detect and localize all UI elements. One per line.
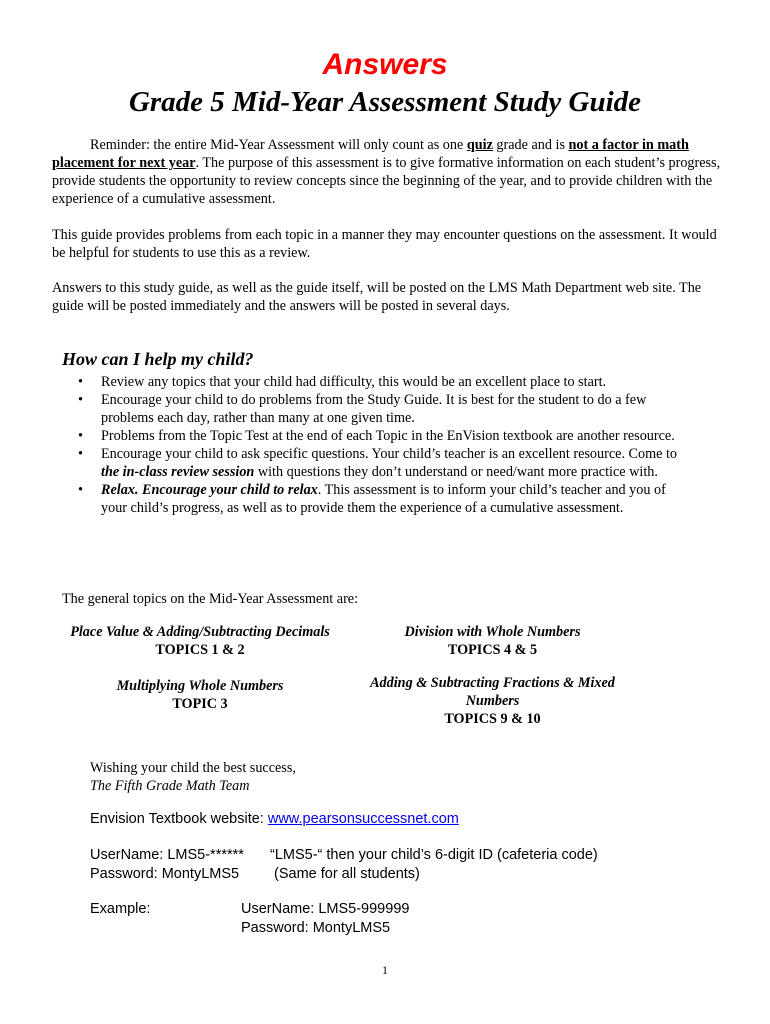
bullet-text: Problems from the Topic Test at the end of each Topic in the EnVision textbook are another resource.	[101, 428, 675, 444]
bullet-icon: •	[78, 482, 83, 498]
bullet-text: Review any topics that your child had difficulty, this would be an excellent place to start.	[101, 374, 607, 390]
page-title: Grade 5 Mid-Year Assessment Study Guide	[128, 86, 642, 118]
topic-multiplying	[40, 677, 360, 713]
list-item	[62, 391, 692, 427]
not-a-factor-emphasis: not a factor in math placement for next year	[52, 137, 689, 171]
answers-paragraph: Answers to this study guide, as well as the guide itself, will be posted on the LMS Math Department web site. The guide will be posted immediately and the answers will be posted in several days.	[52, 280, 702, 314]
envision-link[interactable]: www.pearsonsuccessnet.com	[267, 811, 459, 827]
topic-name: Place Value & Adding/Subtracting Decimals	[70, 624, 330, 640]
general-topics-intro: The general topics on the Mid-Year Assessment are:	[62, 591, 359, 607]
closing-wish: Wishing your child the best success,	[90, 760, 296, 776]
list-item	[62, 481, 692, 517]
quiz-emphasis: quiz	[466, 137, 493, 153]
help-heading: How can I help my child?	[62, 349, 254, 369]
review-session-emphasis: the in-class review session	[101, 464, 255, 480]
topic-name: Adding & Subtracting Fractions & Mixed	[370, 675, 615, 691]
bullet-icon: •	[78, 392, 83, 408]
guide-paragraph: This guide provides problems from each topic in a manner they may encounter questions on the assessment. It would be helpful for students to use this as a review.	[52, 227, 717, 261]
closing	[90, 759, 296, 795]
closing-signature: The Fifth Grade Math Team	[90, 778, 250, 794]
list-item	[62, 373, 692, 391]
topic-division	[350, 623, 635, 659]
username-label: UserName: LMS5-******	[90, 847, 244, 863]
example-username: UserName: LMS5-999999	[241, 901, 410, 917]
reminder-text-a: Reminder: the entire Mid-Year Assessment will only count as one	[90, 137, 467, 153]
bullet-text-b: with questions they don’t understand or need/want more practice with.	[254, 464, 658, 480]
example-label: Example:	[90, 901, 151, 917]
bullet-icon: •	[78, 374, 83, 390]
reminder-text-b: grade and is	[492, 137, 569, 153]
topic-place-value	[40, 623, 360, 659]
list-item	[62, 427, 692, 445]
topic-name-continued: Numbers	[465, 693, 520, 709]
example-password: Password: MontyLMS5	[241, 920, 391, 936]
envision-label: Envision Textbook website:	[90, 811, 268, 827]
answers-heading: Answers	[322, 48, 448, 81]
list-item	[62, 445, 692, 481]
bullet-icon: •	[78, 446, 83, 462]
bullet-text: Encourage your child to do problems from the Study Guide. It is best for the student to do a few problems each day, rather than many at one given time.	[101, 392, 647, 426]
topic-fractions	[350, 674, 635, 728]
topic-number: TOPICS 9 & 10	[444, 711, 541, 727]
topic-number: TOPIC 3	[172, 696, 228, 712]
relax-emphasis: Relax. Encourage your child to relax	[101, 482, 318, 498]
topic-name: Multiplying Whole Numbers	[116, 678, 284, 694]
bullet-text: . This assessment is to inform your child’s teacher and you of your child’s progress, as well as to provide them the experience of a cumulative assessment.	[101, 482, 666, 516]
topic-name: Division with Whole Numbers	[404, 624, 581, 640]
username-note: “LMS5-“ then your child’s 6-digit ID (cafeteria code)	[270, 847, 598, 863]
help-bullet-list	[62, 373, 692, 517]
bullet-text-a: Encourage your child to ask specific questions. Your child’s teacher is an excellent resource. Come to	[101, 446, 678, 462]
topic-number: TOPICS 4 & 5	[447, 642, 538, 658]
password-label: Password: MontyLMS5	[90, 866, 240, 882]
reminder-paragraph	[52, 136, 722, 208]
page-number: 1	[382, 963, 388, 977]
password-note: (Same for all students)	[274, 866, 420, 882]
envision-website-line	[90, 810, 459, 828]
reminder-text-c: . The purpose of this assessment is to give formative information on each student’s progress, provide students the opportunity to review concepts since the beginning of the year, and to provide children with the experience of a cumulative assessment.	[52, 155, 721, 207]
topic-number: TOPICS 1 & 2	[155, 642, 245, 658]
bullet-icon: •	[78, 428, 83, 444]
